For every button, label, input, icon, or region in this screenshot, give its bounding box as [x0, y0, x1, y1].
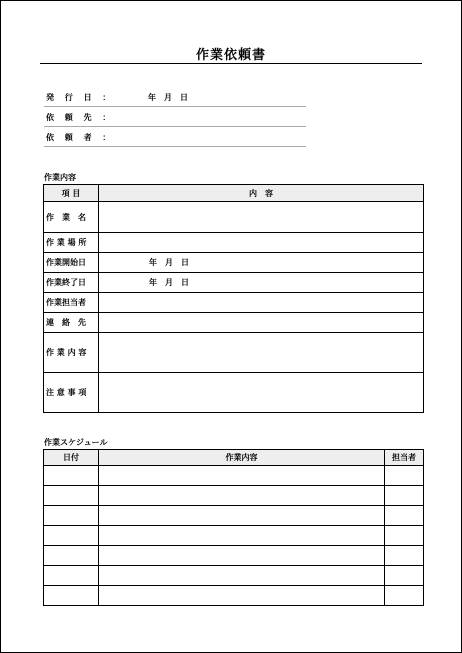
schedule-table: [43, 449, 424, 606]
row-label: 作業担当者: [44, 293, 99, 313]
row-value[interactable]: [99, 333, 424, 373]
assignee-cell[interactable]: [385, 486, 424, 506]
table-row: [44, 233, 424, 253]
requester-field[interactable]: [44, 127, 306, 147]
item-column-header: 項 目: [44, 185, 99, 202]
row-label: 作 業 名: [44, 202, 99, 233]
issue-date-field[interactable]: [44, 87, 306, 107]
table-row: [44, 373, 424, 413]
row-label: 作 業 場 所: [44, 233, 99, 253]
date-cell[interactable]: [44, 586, 99, 606]
date-cell[interactable]: [44, 566, 99, 586]
table-row: [44, 313, 424, 333]
table-row: [44, 526, 424, 546]
date-cell[interactable]: [44, 486, 99, 506]
row-value[interactable]: [99, 293, 424, 313]
table-row: [44, 253, 424, 273]
table-row: [44, 506, 424, 526]
table-row: [44, 466, 424, 486]
date-cell[interactable]: [44, 506, 99, 526]
row-label: 作業終了日: [44, 273, 99, 293]
date-cell[interactable]: [44, 466, 99, 486]
issue-date-label: 発 行 日 ：: [46, 93, 115, 102]
task-column-header: 作業内容: [99, 450, 385, 466]
request-to-field[interactable]: [44, 107, 306, 127]
row-label: 注 意 事 項: [44, 373, 99, 413]
task-cell[interactable]: [99, 546, 385, 566]
assignee-cell[interactable]: [385, 586, 424, 606]
task-cell[interactable]: [99, 526, 385, 546]
request-to-label: 依 頼 先 ：: [46, 113, 115, 122]
task-cell[interactable]: [99, 566, 385, 586]
assignee-column-header: 担当者: [385, 450, 424, 466]
task-cell[interactable]: [99, 466, 385, 486]
assignee-cell[interactable]: [385, 526, 424, 546]
table-row: [44, 293, 424, 313]
row-label: 連 絡 先: [44, 313, 99, 333]
document-title: 作業依頼書: [195, 48, 266, 63]
work-details-table: [43, 184, 424, 413]
row-label: 作 業 内 容: [44, 333, 99, 373]
table-row: [44, 333, 424, 373]
assignee-cell[interactable]: [385, 566, 424, 586]
schedule-table-header: [44, 450, 424, 466]
table-row: [44, 202, 424, 233]
row-value[interactable]: [99, 202, 424, 233]
task-cell[interactable]: [99, 486, 385, 506]
row-label: 作業開始日: [44, 253, 99, 273]
assignee-cell[interactable]: [385, 466, 424, 486]
assignee-cell[interactable]: [385, 546, 424, 566]
issue-date-value: 年 月 日: [148, 93, 188, 102]
work-table-header: [44, 185, 424, 202]
requester-label: 依 頼 者 ：: [46, 133, 115, 142]
table-row: [44, 546, 424, 566]
title-underline: [40, 63, 422, 64]
content-column-header: 内 容: [99, 185, 424, 202]
date-column-header: 日付: [44, 450, 99, 466]
task-cell[interactable]: [99, 586, 385, 606]
row-value[interactable]: [99, 233, 424, 253]
date-cell[interactable]: [44, 526, 99, 546]
row-value[interactable]: [99, 313, 424, 333]
table-row: [44, 486, 424, 506]
task-cell[interactable]: [99, 506, 385, 526]
table-row: [44, 566, 424, 586]
row-value[interactable]: 年 月 日: [99, 273, 424, 293]
row-value[interactable]: 年 月 日: [99, 253, 424, 273]
work-section-label: 作業内容: [44, 173, 76, 182]
row-value[interactable]: [99, 373, 424, 413]
schedule-section-label: 作業スケジュール: [44, 438, 108, 447]
table-row: [44, 586, 424, 606]
assignee-cell[interactable]: [385, 506, 424, 526]
table-row: [44, 273, 424, 293]
date-cell[interactable]: [44, 546, 99, 566]
